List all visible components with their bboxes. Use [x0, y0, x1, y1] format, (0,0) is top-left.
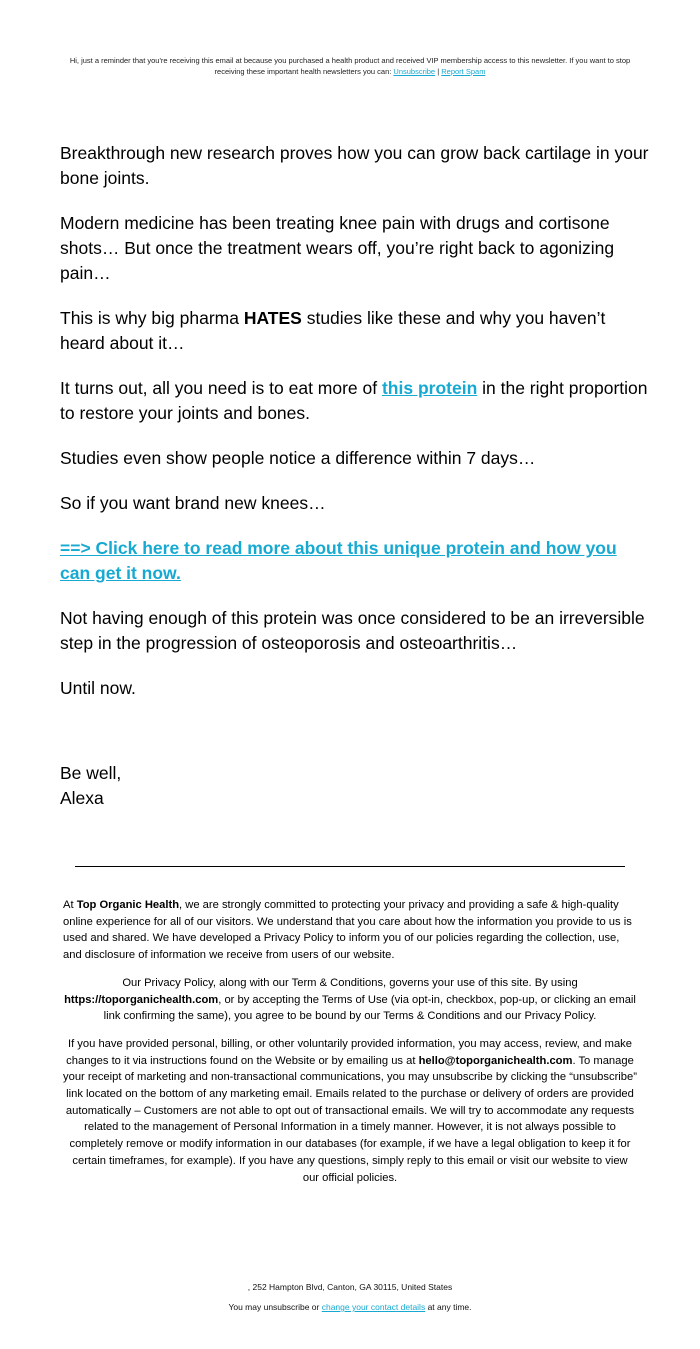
change-contact-details-link[interactable]: change your contact details	[321, 1302, 426, 1312]
paragraph-protein	[60, 376, 650, 426]
link-separator: |	[437, 67, 440, 76]
f1-before: At	[63, 899, 77, 911]
company-name: Top Organic Health	[76, 899, 180, 911]
privacy-footer	[63, 897, 637, 1197]
f1-after: , we are strongly committed to protecting your privacy and providing a safe & high-quality online experience for all of our visitors. We understand that you care about how the information you provide to us is used and shared. We have developed a Privacy Policy to inform you of our policies regarding the collection, use, and disclosure of information we receive from users of our website.	[63, 899, 632, 962]
f3-after: . To manage your receipt of marketing and non-transactional communications, you may unsubscribe by clicking the “unsubscribe” link located on the bottom of any marketing email. Emails related to the purchase or delivery of orders are provided automatically – Customers are not able to opt out of transactional emails. We will try to accommodate any requests related to the management of Personal Information in a timely manner. However, it is not always possible to completely remove or modify information in our databases (for example, if we have a legal obligation to keep it for certain timeframes, for example). If you have any questions, simply reply to this email or visit our website to view our official policies.	[63, 1054, 637, 1184]
site-url: https://toporganichealth.com	[64, 993, 219, 1006]
signoff	[60, 761, 121, 811]
f3-before: If you have provided personal, billing, or other voluntarily provided information, you may access, review, and make changes to it via instructions found on the Website or by emailing us at	[66, 1037, 633, 1067]
footer-paragraph-information	[63, 1036, 637, 1186]
email-body	[60, 141, 650, 721]
this-protein-link[interactable]: this protein	[381, 378, 478, 398]
header-notice	[60, 55, 640, 77]
f2-after: , or by accepting the Terms of Use (via opt-in, checkbox, pop-up, or clicking an email link confirming the same), you agree to be bound by our Terms & Conditions and our Privacy Policy.	[103, 993, 636, 1023]
p3-before: This is why big pharma	[60, 308, 244, 328]
paragraph-studies: Studies even show people notice a difference within 7 days…	[60, 448, 536, 468]
unsubscribe-line	[0, 1301, 700, 1313]
p3-after: studies like these and why you haven’t heard about it…	[60, 308, 606, 353]
unsubscribe-link[interactable]: Unsubscribe	[393, 67, 436, 76]
p4-before: It turns out, all you need is to eat more of	[60, 378, 382, 398]
footer-paragraph-commitment	[63, 897, 637, 964]
f2-before: Our Privacy Policy, along with our Term & Conditions, governs your use of this site. By using	[122, 976, 578, 989]
footer-paragraph-policy	[63, 975, 637, 1025]
cta-paragraph	[60, 536, 650, 586]
signoff-name: Alexa	[60, 788, 104, 808]
p4-after: in the right proportion to restore your joints and bones.	[60, 378, 648, 423]
paragraph-medicine: Modern medicine has been treating knee pain with drugs and cortisone shots… But once the treatment wears off, you’re right back to agonizing pain…	[60, 213, 615, 283]
signoff-greeting: Be well,	[60, 763, 122, 783]
notice-text: Hi, just a reminder that you're receiving this email at because you purchased a health product and received VIP membership access to this newsletter. If you want to stop receiving these important health newsletters you can:	[69, 56, 631, 76]
paragraph-pharma	[60, 306, 650, 356]
unsub-after: at any time.	[425, 1302, 472, 1312]
paragraph-until-now: Until now.	[60, 678, 136, 698]
contact-email: hello@toporganichealth.com	[418, 1054, 573, 1067]
paragraph-irreversible: Not having enough of this protein was once considered to be an irreversible step in the progression of osteoporosis and osteoarthritis…	[60, 608, 645, 653]
paragraph-intro: Breakthrough new research proves how you can grow back cartilage in your bone joints.	[60, 143, 649, 188]
unsub-before: You may unsubscribe or	[228, 1302, 322, 1312]
postal-address: , 252 Hampton Blvd, Canton, GA 30115, United States	[247, 1282, 453, 1292]
hates-bold: HATES	[243, 308, 302, 328]
paragraph-knees: So if you want brand new knees…	[60, 493, 326, 513]
report-spam-link[interactable]: Report Spam	[441, 67, 486, 76]
cta-link[interactable]: ==> Click here to read more about this unique protein and how you can get it now.	[60, 538, 617, 583]
divider	[75, 866, 625, 867]
